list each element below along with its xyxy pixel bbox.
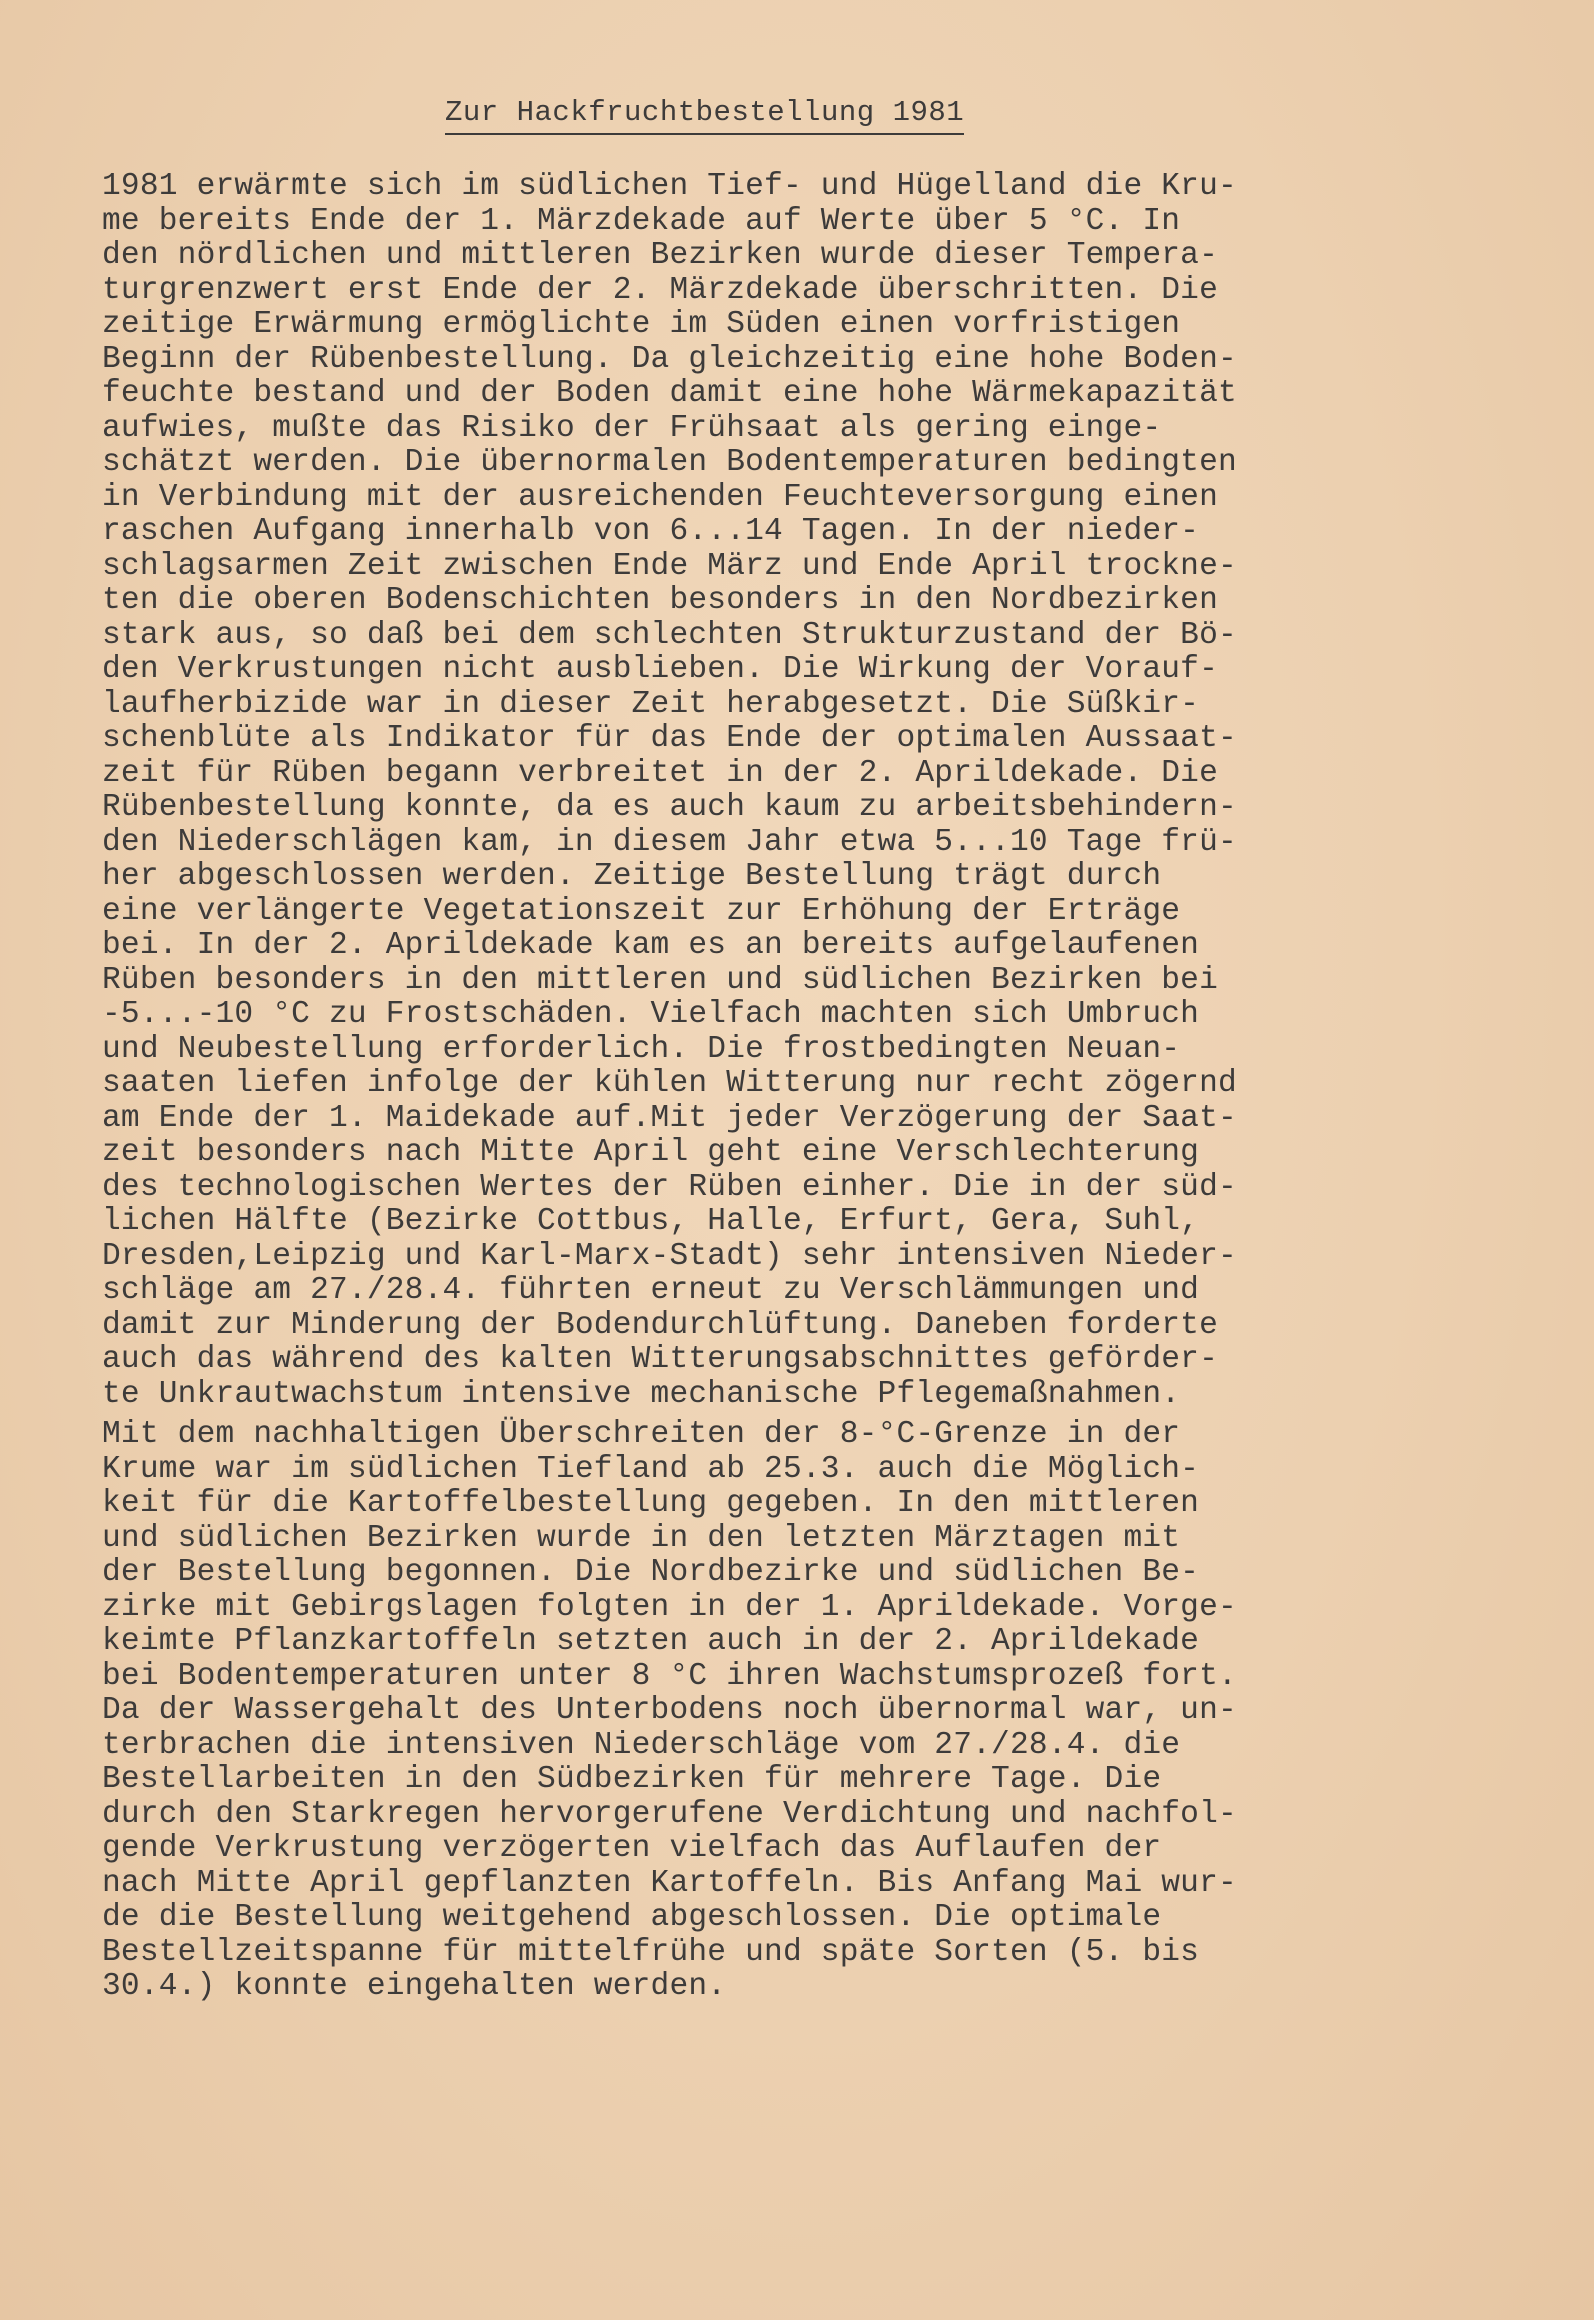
- text-line: zeitige Erwärmung ermöglichte im Süden einen vorfristigen: [102, 307, 1181, 342]
- text-line: her abgeschlossen werden. Zeitige Bestellung trägt durch: [102, 859, 1162, 894]
- text-line: 1981 erwärmte sich im südlichen Tief- und Hügelland die Kru-: [102, 169, 1237, 204]
- text-line: keit für die Kartoffelbestellung gegeben. In den mittleren: [102, 1486, 1200, 1521]
- text-line: te Unkrautwachstum intensive mechanische Pflegemaßnahmen.: [102, 1376, 1181, 1412]
- text-line: schlagsarmen Zeit zwischen Ende März und Ende April trockne-: [102, 548, 1237, 584]
- text-line: me bereits Ende der 1. Märzdekade auf Werte über 5 °C. In: [102, 203, 1181, 239]
- text-line: feuchte bestand und der Boden damit eine hohe Wärmekapazität: [102, 376, 1237, 411]
- text-line: Krume war im südlichen Tiefland ab 25.3. auch die Möglich-: [102, 1451, 1200, 1487]
- text-line: schenblüte als Indikator für das Ende der optimalen Aussaat-: [102, 721, 1237, 756]
- text-line: der Bestellung begonnen. Die Nordbezirke und südlichen Be-: [102, 1555, 1200, 1590]
- text-line: saaten liefen infolge der kühlen Witterung nur recht zögernd: [102, 1066, 1237, 1101]
- text-line: bei Bodentemperaturen unter 8 °C ihren Wachstumsprozeß fort.: [102, 1658, 1237, 1694]
- text-line: raschen Aufgang innerhalb von 6...14 Tagen. In der nieder-: [102, 514, 1200, 549]
- text-line: den Verkrustungen nicht ausblieben. Die Wirkung der Vorauf-: [102, 652, 1219, 687]
- text-line: schläge am 27./28.4. führten erneut zu Verschlämmungen und: [102, 1273, 1200, 1308]
- text-line: Rüben besonders in den mittleren und südlichen Bezirken bei: [102, 962, 1219, 998]
- text-line: Bestellarbeiten in den Südbezirken für mehrere Tage. Die: [102, 1762, 1162, 1797]
- text-line: terbrachen die intensiven Niederschläge vom 27./28.4. die: [102, 1727, 1181, 1763]
- text-line: auch das während des kalten Witterungsabschnittes geförder-: [102, 1342, 1219, 1377]
- text-line: zirke mit Gebirgslagen folgten in der 1. Aprildekade. Vorge-: [102, 1589, 1237, 1625]
- text-line: Bestellzeitspanne für mittelfrühe und späte Sorten (5. bis: [102, 1934, 1200, 1970]
- text-line: am Ende der 1. Maidekade auf.Mit jeder Verzögerung der Saat-: [102, 1100, 1237, 1136]
- text-line: Beginn der Rübenbestellung. Da gleichzeitig eine hohe Boden-: [102, 341, 1237, 377]
- text-line: gende Verkrustung verzögerten vielfach das Auflaufen der: [102, 1831, 1162, 1866]
- text-line: schätzt werden. Die übernormalen Bodentemperaturen bedingten: [102, 445, 1237, 480]
- text-line: damit zur Minderung der Bodendurchlüftung. Daneben forderte: [102, 1307, 1219, 1343]
- text-line: keimte Pflanzkartoffeln setzten auch in der 2. Aprildekade: [102, 1624, 1200, 1659]
- text-line: stark aus, so daß bei dem schlechten Strukturzustand der Bö-: [102, 617, 1237, 653]
- text-line: Rübenbestellung konnte, da es auch kaum zu arbeitsbehindern-: [102, 790, 1237, 825]
- text-line: aufwies, mußte das Risiko der Frühsaat als gering einge-: [102, 410, 1162, 446]
- text-line: ten die oberen Bodenschichten besonders in den Nordbezirken: [102, 583, 1219, 618]
- text-line: den nördlichen und mittleren Bezirken wurde dieser Tempera-: [102, 238, 1219, 273]
- text-line: des technologischen Wertes der Rüben einher. Die in der süd-: [102, 1169, 1237, 1205]
- text-line: Da der Wassergehalt des Unterbodens noch übernormal war, un-: [102, 1693, 1237, 1728]
- text-line: 30.4.) konnte eingehalten werden.: [102, 1969, 727, 2004]
- text-line: turgrenzwert erst Ende der 2. Märzdekade überschritten. Die: [102, 272, 1219, 308]
- paragraph-1: [102, 170, 1357, 1412]
- text-line: Mit dem nachhaltigen Überschreiten der 8-°C-Grenze in der: [102, 1417, 1181, 1452]
- document-title: Zur Hackfruchtbestellung 1981: [445, 96, 964, 135]
- text-line: lichen Hälfte (Bezirke Cottbus, Halle, Erfurt, Gera, Suhl,: [102, 1204, 1200, 1239]
- text-line: den Niederschlägen kam, in diesem Jahr etwa 5...10 Tage frü-: [102, 824, 1237, 860]
- text-line: eine verlängerte Vegetationszeit zur Erhöhung der Erträge: [102, 893, 1181, 929]
- text-line: in Verbindung mit der ausreichenden Feuchteversorgung einen: [102, 479, 1219, 515]
- text-line: zeit besonders nach Mitte April geht eine Verschlechterung: [102, 1135, 1200, 1170]
- text-line: nach Mitte April gepflanzten Kartoffeln. Bis Anfang Mai wur-: [102, 1865, 1237, 1901]
- paragraph-2: [102, 1418, 1357, 2005]
- text-line: -5...-10 °C zu Frostschäden. Vielfach machten sich Umbruch: [102, 997, 1200, 1032]
- text-line: und Neubestellung erforderlich. Die frostbedingten Neuan-: [102, 1031, 1181, 1067]
- text-line: bei. In der 2. Aprildekade kam es an bereits aufgelaufenen: [102, 928, 1200, 963]
- text-line: durch den Starkregen hervorgerufene Verdichtung und nachfol-: [102, 1796, 1237, 1832]
- text-line: Dresden,Leipzig und Karl-Marx-Stadt) sehr intensiven Nieder-: [102, 1238, 1237, 1274]
- text-line: laufherbizide war in dieser Zeit herabgesetzt. Die Süßkir-: [102, 686, 1200, 722]
- text-line: zeit für Rüben begann verbreitet in der 2. Aprildekade. Die: [102, 755, 1219, 791]
- text-line: und südlichen Bezirken wurde in den letzten Märztagen mit: [102, 1520, 1181, 1556]
- text-line: de die Bestellung weitgehend abgeschlossen. Die optimale: [102, 1900, 1162, 1935]
